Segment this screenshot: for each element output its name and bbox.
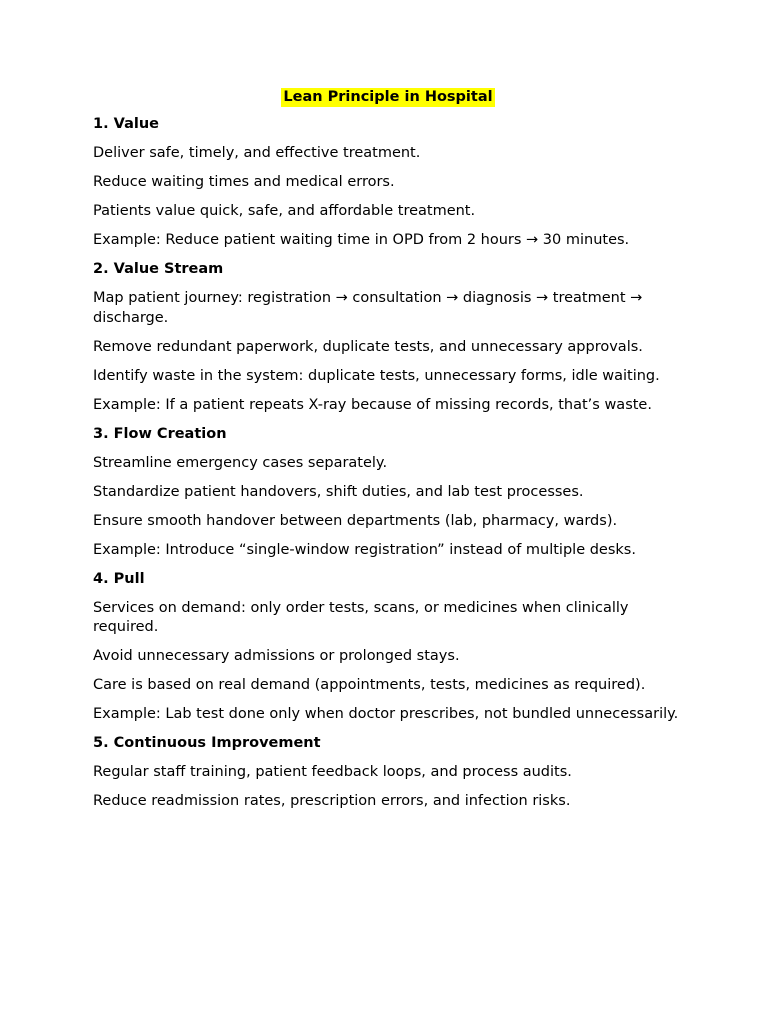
- document-page: [93, 86, 683, 821]
- section-paragraph: Patients value quick, safe, and affordable treatment.: [93, 203, 476, 219]
- section-2: [93, 260, 683, 415]
- section-3: [93, 425, 683, 561]
- section-heading: 3. Flow Creation: [93, 425, 227, 442]
- section-paragraph: Streamline emergency cases separately.: [93, 454, 388, 471]
- section-paragraph: Reduce waiting times and medical errors.: [93, 174, 395, 190]
- section-paragraph: Ensure smooth handover between departments (lab, pharmacy, wards).: [93, 512, 618, 529]
- section-heading: 4. Pull: [93, 570, 145, 587]
- section-5: [93, 734, 683, 812]
- section-paragraph: Example: Lab test done only when doctor prescribes, not bundled unnecessarily.: [93, 706, 679, 722]
- section-paragraph: Remove redundant paperwork, duplicate tests, and unnecessary approvals.: [93, 338, 643, 355]
- section-paragraph: Reduce readmission rates, prescription errors, and infection risks.: [93, 793, 571, 809]
- section-heading: 2. Value Stream: [93, 261, 224, 277]
- title-wrap: [93, 86, 683, 107]
- section-paragraph: Example: If a patient repeats X-ray because of missing records, that’s waste.: [93, 396, 652, 413]
- section-heading: 1. Value: [93, 116, 159, 132]
- section-paragraph: Services on demand: only order tests, scans, or medicines when clinically required.: [93, 599, 629, 635]
- section-paragraph: Identify waste in the system: duplicate tests, unnecessary forms, idle waiting.: [93, 367, 660, 384]
- section-4: [93, 570, 683, 725]
- sections-container: [93, 115, 683, 812]
- section-paragraph: Regular staff training, patient feedback loops, and process audits.: [93, 764, 572, 780]
- document-title: Lean Principle in Hospital: [283, 89, 493, 105]
- section-1: [93, 115, 683, 251]
- section-paragraph: Standardize patient handovers, shift duties, and lab test processes.: [93, 483, 584, 500]
- section-paragraph: Example: Reduce patient waiting time in OPD from 2 hours → 30 minutes.: [93, 232, 630, 248]
- section-heading: 5. Continuous Improvement: [93, 735, 321, 751]
- section-paragraph: Care is based on real demand (appointments, tests, medicines as required).: [93, 677, 646, 693]
- section-paragraph: Map patient journey: registration → consultation → diagnosis → treatment → discharge.: [93, 290, 643, 326]
- section-paragraph: Avoid unnecessary admissions or prolonged stays.: [93, 648, 460, 664]
- section-paragraph: Example: Introduce “single-window registration” instead of multiple desks.: [93, 541, 636, 558]
- section-paragraph: Deliver safe, timely, and effective treatment.: [93, 145, 421, 161]
